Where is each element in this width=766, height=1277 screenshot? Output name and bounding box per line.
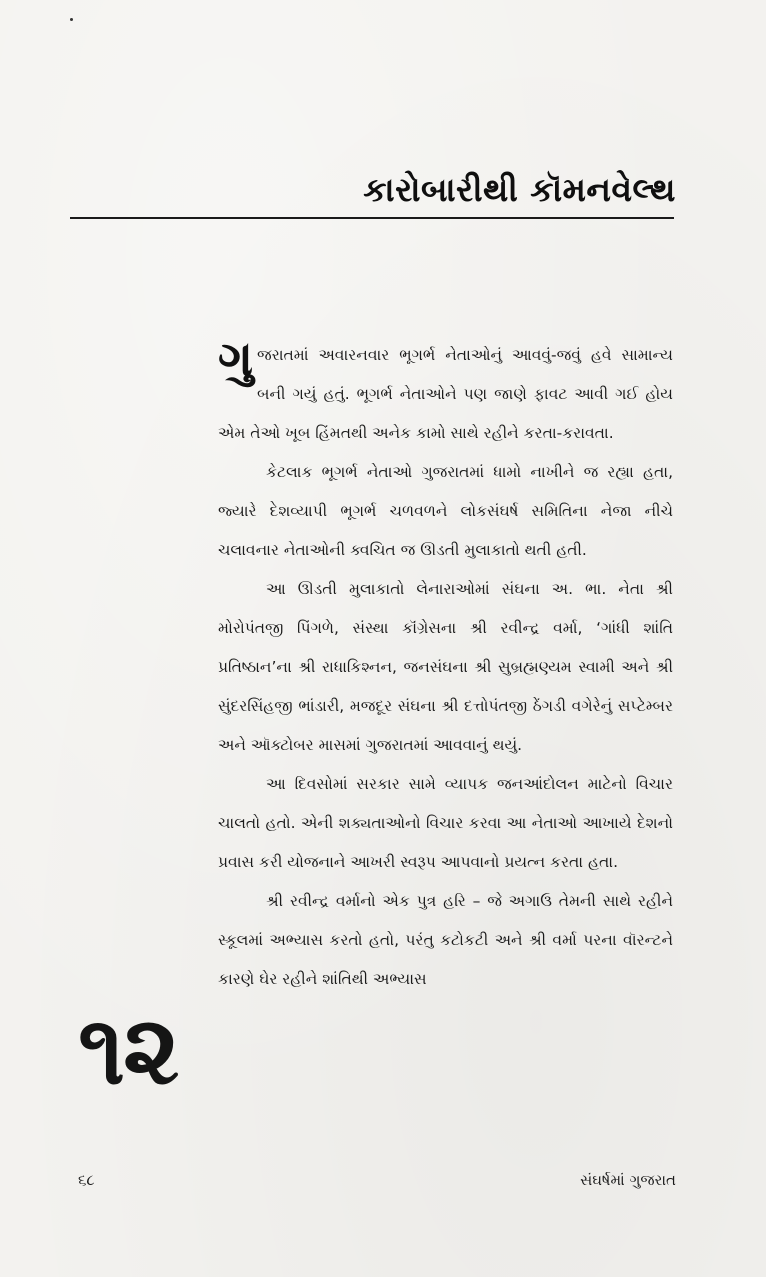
paragraph-3: આ ઊડતી મુલાકાતો લેનારાઓમાં સંઘના અ. ભા. નેતા શ્રી મોરોપંતજી પિંગળે, સંસ્થા કૉંગ્રેસના શ્રી રવીન્દ્ર વર્મા, ‘ગાંધી શાંતિ પ્રતિષ્ઠાન’ના શ્રી રાધાકિશ્નન, જનસંઘના શ્રી સુબ્રહ્મણ્યમ સ્વામી અને શ્રી સુંદરસિંહજી ભાંડારી, મજદૂર સંઘના શ્રી દત્તોપંતજી ઠેંગડી વગેરેનું સપ્ટેમ્બર અને ઑક્ટોબર માસમાં ગુજરાતમાં આવવાનું થયું. bbox=[218, 580, 673, 754]
title-rule bbox=[70, 217, 674, 219]
running-footer-title: સંઘર્ષમાં ગુજરાત bbox=[580, 1171, 676, 1189]
chapter-title: કારોબારીથી કૉમનવેલ્થ bbox=[363, 170, 676, 209]
bleed-through-text bbox=[215, 95, 575, 115]
paragraph-2: કેટલાક ભૂગર્ભ નેતાઓ ગુજરાતમાં ધામો નાખીને જ રહ્યા હતા, જ્યારે દેશવ્યાપી ભૂગર્ભ ચળવળને લોકસંઘર્ષ સમિતિના નેજા નીચે ચલાવનાર નેતાઓની ક્વચિત જ ઊડતી મુલાકાતો થતી હતી. bbox=[218, 463, 673, 559]
page-number: ૬૮ bbox=[78, 1171, 95, 1189]
paragraph-5: શ્રી રવીન્દ્ર વર્માનો એક પુત્ર હરિ – જે અગાઉ તેમની સાથે રહીને સ્કૂલમાં અભ્યાસ કરતો હતો, પરંતુ કટોકટી અને શ્રી વર્મા પરના વૉરન્ટને કારણે ઘેર રહીને શાંતિથી અભ્યાસ bbox=[218, 892, 673, 988]
chapter-number: ૧૨ bbox=[78, 994, 178, 1106]
paragraph-1 bbox=[218, 331, 673, 453]
speck bbox=[70, 18, 73, 21]
body-text bbox=[218, 331, 673, 999]
drop-cap: ગુ bbox=[218, 331, 254, 387]
paragraph-1-text: જરાતમાં અવારનવાર ભૂગર્ભ નેતાઓનું આવવું-જવું હવે સામાન્ય બની ગયું હતું. ભૂગર્ભ નેતાઓને પણ જાણે ફાવટ આવી ગઈ હોય એમ તેઓ ખૂબ હિંમતથી અનેક કામો સાથે રહીને કરતા-કરાવતા. bbox=[218, 346, 673, 442]
paragraph-4: આ દિવસોમાં સરકાર સામે વ્યાપક જનઆંદોલન માટેનો વિચાર ચાલતો હતો. એની શક્યતાઓનો વિચાર કરવા આ નેતાઓ આખાયે દેશનો પ્રવાસ કરી યોજનાને આખરી સ્વરૂપ આપવાનો પ્રયત્ન કરતા હતા. bbox=[218, 775, 673, 871]
